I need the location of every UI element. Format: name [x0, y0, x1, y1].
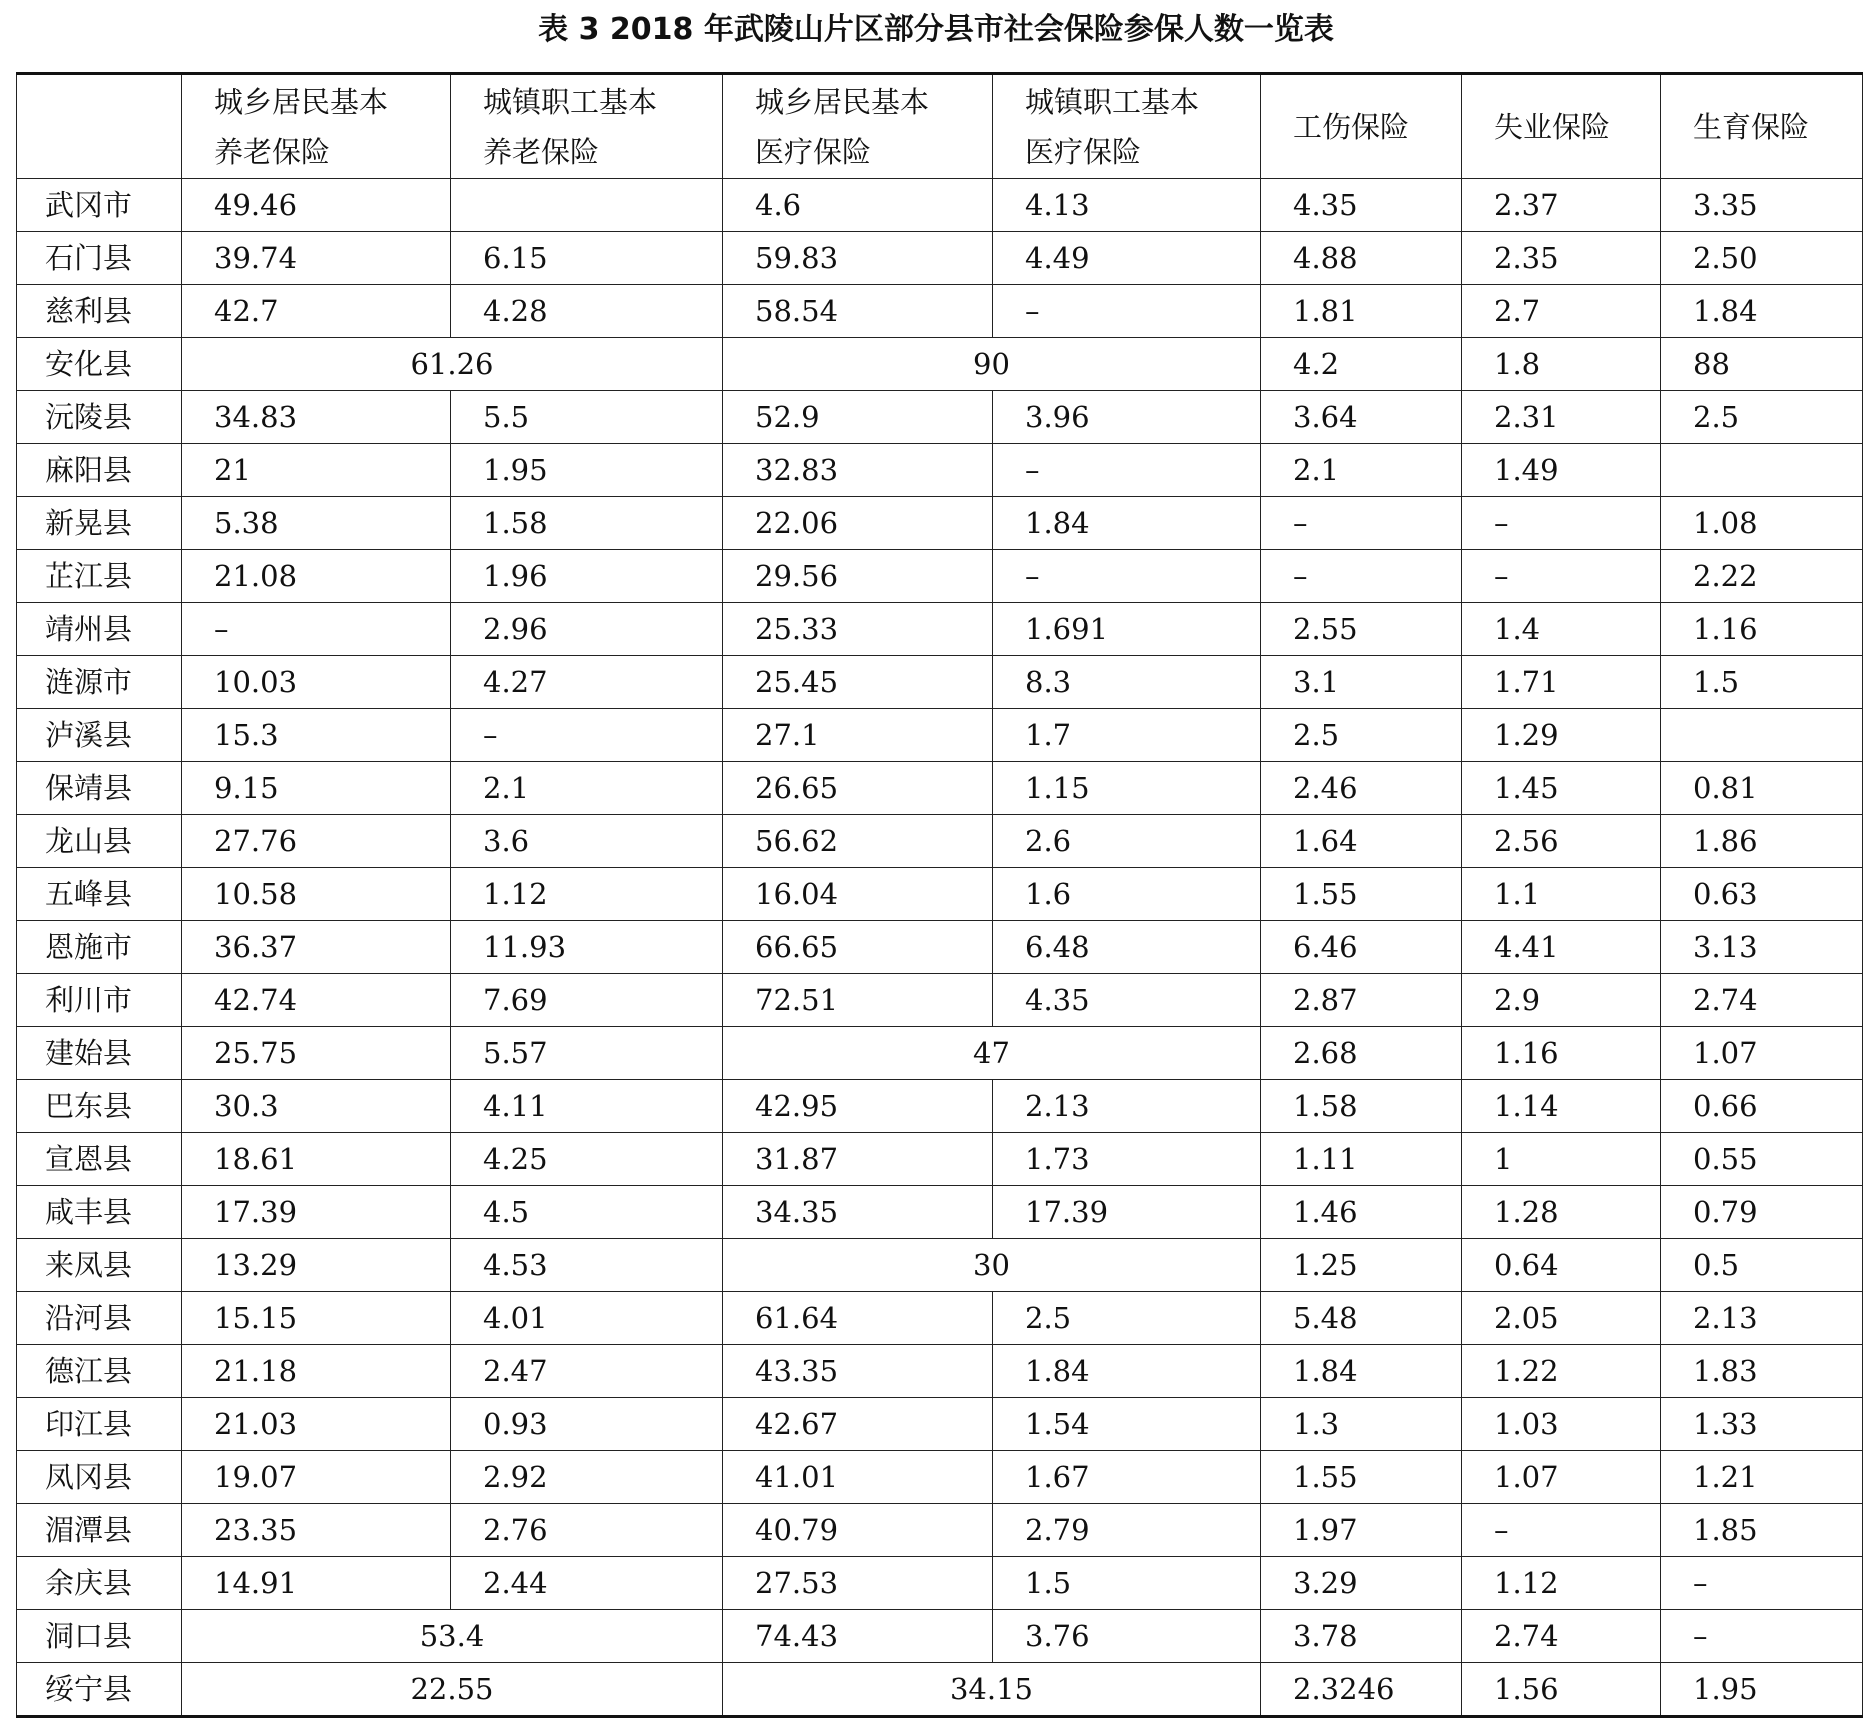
table-row [17, 179, 1863, 232]
table-cell: 1.83 [1661, 1345, 1863, 1398]
region-name-cell: 咸丰县 [17, 1186, 182, 1239]
table-cell: 23.35 [182, 1504, 451, 1557]
table-row [17, 603, 1863, 656]
table-cell: 1.28 [1462, 1186, 1661, 1239]
region-name-cell: 芷江县 [17, 550, 182, 603]
table-cell: 2.7 [1462, 285, 1661, 338]
table-cell: 22.06 [723, 497, 993, 550]
table-cell: 2.5 [1661, 391, 1863, 444]
table-cell: 2.1 [1261, 444, 1462, 497]
region-name-cell: 德江县 [17, 1345, 182, 1398]
table-cell: 17.39 [182, 1186, 451, 1239]
table-cell: 1.3 [1261, 1398, 1462, 1451]
table-row [17, 656, 1863, 709]
table-cell: – [182, 603, 451, 656]
table-cell: 1.97 [1261, 1504, 1462, 1557]
table-row [17, 709, 1863, 762]
table-cell: 61.26 [182, 338, 723, 391]
header-line: 失业保险 [1494, 109, 1611, 144]
table-cell: 2.37 [1462, 179, 1661, 232]
table-cell: 1.07 [1661, 1027, 1863, 1080]
region-name-cell: 洞口县 [17, 1610, 182, 1663]
table-cell: 56.62 [723, 815, 993, 868]
header-cell-maternity [1661, 74, 1863, 179]
table-row [17, 1398, 1863, 1451]
table-cell: 2.55 [1261, 603, 1462, 656]
table-cell: 4.35 [1261, 179, 1462, 232]
header-cell-urban-medical [993, 74, 1261, 179]
table-cell: 4.6 [723, 179, 993, 232]
table-cell: 17.39 [993, 1186, 1261, 1239]
table-cell: 3.96 [993, 391, 1261, 444]
table-cell: 2.35 [1462, 232, 1661, 285]
header-row [17, 74, 1863, 179]
table-cell: 53.4 [182, 1610, 723, 1663]
table-cell: – [1661, 1557, 1863, 1610]
table-cell: 1.15 [993, 762, 1261, 815]
region-name-cell: 宣恩县 [17, 1133, 182, 1186]
region-name-cell: 印江县 [17, 1398, 182, 1451]
table-cell: 36.37 [182, 921, 451, 974]
table-cell: 41.01 [723, 1451, 993, 1504]
table-cell: 2.68 [1261, 1027, 1462, 1080]
table-cell: 13.29 [182, 1239, 451, 1292]
table-cell: 5.48 [1261, 1292, 1462, 1345]
table-cell: 1.84 [1261, 1345, 1462, 1398]
table-cell: 1.49 [1462, 444, 1661, 497]
table-cell: 25.45 [723, 656, 993, 709]
table-row [17, 444, 1863, 497]
table-row [17, 338, 1863, 391]
table-cell: 4.5 [451, 1186, 723, 1239]
table-cell: 4.01 [451, 1292, 723, 1345]
table-cell: 6.48 [993, 921, 1261, 974]
table-cell: 47 [723, 1027, 1261, 1080]
table-cell: 72.51 [723, 974, 993, 1027]
region-name-cell: 麻阳县 [17, 444, 182, 497]
table-cell: 5.5 [451, 391, 723, 444]
table-cell [1661, 709, 1863, 762]
table-cell: 1.55 [1261, 1451, 1462, 1504]
table-cell: 1.58 [1261, 1080, 1462, 1133]
table-cell: 15.3 [182, 709, 451, 762]
table-cell: 16.04 [723, 868, 993, 921]
table-cell: 6.46 [1261, 921, 1462, 974]
table-cell: 74.43 [723, 1610, 993, 1663]
table-cell: 2.47 [451, 1345, 723, 1398]
table-row [17, 1610, 1863, 1663]
region-name-cell: 安化县 [17, 338, 182, 391]
table-cell: 26.65 [723, 762, 993, 815]
table-cell: 32.83 [723, 444, 993, 497]
table-cell: 3.35 [1661, 179, 1863, 232]
table-cell: 49.46 [182, 179, 451, 232]
region-name-cell: 来凤县 [17, 1239, 182, 1292]
table-cell: 1.691 [993, 603, 1261, 656]
table-cell: 4.11 [451, 1080, 723, 1133]
table-cell: 21.18 [182, 1345, 451, 1398]
table-cell: 21.03 [182, 1398, 451, 1451]
table-cell: 8.3 [993, 656, 1261, 709]
table-cell: – [993, 550, 1261, 603]
table-row [17, 1186, 1863, 1239]
table-cell: 1.11 [1261, 1133, 1462, 1186]
table-row [17, 497, 1863, 550]
region-name-cell: 武冈市 [17, 179, 182, 232]
table-cell: 1.95 [451, 444, 723, 497]
table-cell: 4.2 [1261, 338, 1462, 391]
table-cell: 2.1 [451, 762, 723, 815]
region-name-cell: 利川市 [17, 974, 182, 1027]
table-cell: 2.05 [1462, 1292, 1661, 1345]
table-cell: – [1261, 550, 1462, 603]
table-cell: 1.03 [1462, 1398, 1661, 1451]
table-cell: 1.14 [1462, 1080, 1661, 1133]
header-line: 养老保险 [214, 134, 331, 169]
table-cell: 1.25 [1261, 1239, 1462, 1292]
table-cell: 1.45 [1462, 762, 1661, 815]
table-cell: 4.35 [993, 974, 1261, 1027]
table-cell: 2.13 [993, 1080, 1261, 1133]
table-cell: 1.81 [1261, 285, 1462, 338]
table-cell: 2.22 [1661, 550, 1863, 603]
table-row [17, 868, 1863, 921]
region-name-cell: 沿河县 [17, 1292, 182, 1345]
table-cell: 2.6 [993, 815, 1261, 868]
table-cell: 90 [723, 338, 1261, 391]
table-row [17, 1080, 1863, 1133]
table-cell: 27.1 [723, 709, 993, 762]
table-cell: 0.5 [1661, 1239, 1863, 1292]
table-cell: 5.38 [182, 497, 451, 550]
header-line: 城镇职工基本 [483, 84, 658, 119]
region-name-cell: 恩施市 [17, 921, 182, 974]
table-cell: 42.95 [723, 1080, 993, 1133]
table-cell: 3.64 [1261, 391, 1462, 444]
table-cell: 2.87 [1261, 974, 1462, 1027]
table-cell: 1.5 [1661, 656, 1863, 709]
table-cell: 2.50 [1661, 232, 1863, 285]
region-name-cell: 龙山县 [17, 815, 182, 868]
table-cell: 1.84 [993, 497, 1261, 550]
table-cell: 0.64 [1462, 1239, 1661, 1292]
table-cell: 21 [182, 444, 451, 497]
table-cell: 66.65 [723, 921, 993, 974]
region-name-cell: 湄潭县 [17, 1504, 182, 1557]
table-row [17, 1239, 1863, 1292]
table-cell: 7.69 [451, 974, 723, 1027]
table-cell: 2.76 [451, 1504, 723, 1557]
table-cell: 30 [723, 1239, 1261, 1292]
table-cell: – [993, 444, 1261, 497]
table-row [17, 285, 1863, 338]
table-row [17, 1557, 1863, 1610]
table-cell: 1.58 [451, 497, 723, 550]
table-cell: 4.27 [451, 656, 723, 709]
header-line: 工伤保险 [1293, 109, 1410, 144]
table-cell: 25.33 [723, 603, 993, 656]
header-line: 城乡居民基本 [755, 84, 930, 119]
table-cell [1661, 444, 1863, 497]
region-name-cell: 建始县 [17, 1027, 182, 1080]
table-cell: 2.5 [993, 1292, 1261, 1345]
table-cell: 52.9 [723, 391, 993, 444]
table-cell: 0.93 [451, 1398, 723, 1451]
table-cell: 0.63 [1661, 868, 1863, 921]
table-title: 表 3 2018 年武陵山片区部分县市社会保险参保人数一览表 [538, 12, 1334, 47]
insurance-table [16, 72, 1863, 1718]
table-row [17, 1133, 1863, 1186]
region-name-cell: 余庆县 [17, 1557, 182, 1610]
table-cell: 1.54 [993, 1398, 1261, 1451]
table-row [17, 815, 1863, 868]
table-cell: 31.87 [723, 1133, 993, 1186]
table-cell: 1.22 [1462, 1345, 1661, 1398]
region-name-cell: 新晃县 [17, 497, 182, 550]
table-row [17, 1451, 1863, 1504]
table-cell: 0.81 [1661, 762, 1863, 815]
header-line: 养老保险 [483, 134, 600, 169]
table-cell: 3.78 [1261, 1610, 1462, 1663]
table-cell: – [451, 709, 723, 762]
table-cell: 43.35 [723, 1345, 993, 1398]
table-cell: 1.7 [993, 709, 1261, 762]
table-cell: 1.55 [1261, 868, 1462, 921]
table-cell: 2.9 [1462, 974, 1661, 1027]
header-cell-urban-pension [451, 74, 723, 179]
header-line: 医疗保险 [1025, 134, 1142, 169]
table-cell: 25.75 [182, 1027, 451, 1080]
table-cell: 4.53 [451, 1239, 723, 1292]
region-name-cell: 沅陵县 [17, 391, 182, 444]
table-cell: 4.41 [1462, 921, 1661, 974]
table-cell: 1.95 [1661, 1663, 1863, 1717]
table-cell: 1.29 [1462, 709, 1661, 762]
table-cell: 1.5 [993, 1557, 1261, 1610]
region-name-cell: 泸溪县 [17, 709, 182, 762]
table-cell: – [1261, 497, 1462, 550]
table-cell: – [993, 285, 1261, 338]
table-row [17, 1027, 1863, 1080]
table-cell: 3.1 [1261, 656, 1462, 709]
table-cell: 4.13 [993, 179, 1261, 232]
table-cell: 1.73 [993, 1133, 1261, 1186]
table-cell: 1.46 [1261, 1186, 1462, 1239]
table-cell: 88 [1661, 338, 1863, 391]
table-cell: 6.15 [451, 232, 723, 285]
table-cell: 1.6 [993, 868, 1261, 921]
region-name-cell: 绥宁县 [17, 1663, 182, 1717]
table-cell: 40.79 [723, 1504, 993, 1557]
table-cell: 1.64 [1261, 815, 1462, 868]
header-cell-rural-pension [182, 74, 451, 179]
table-cell: 10.58 [182, 868, 451, 921]
table-cell: 1.07 [1462, 1451, 1661, 1504]
table-cell: 59.83 [723, 232, 993, 285]
table-cell: 42.74 [182, 974, 451, 1027]
table-cell: 1.96 [451, 550, 723, 603]
table-cell: 1.84 [993, 1345, 1261, 1398]
table-cell: 15.15 [182, 1292, 451, 1345]
table-cell: 3.6 [451, 815, 723, 868]
table-cell: 1.12 [451, 868, 723, 921]
header-line: 生育保险 [1693, 109, 1810, 144]
table-cell: 42.67 [723, 1398, 993, 1451]
table-cell: 27.53 [723, 1557, 993, 1610]
table-cell: 2.79 [993, 1504, 1261, 1557]
table-cell: 3.76 [993, 1610, 1261, 1663]
table-row [17, 232, 1863, 285]
table-cell: 1.16 [1462, 1027, 1661, 1080]
table-cell: 58.54 [723, 285, 993, 338]
table-cell: – [1462, 550, 1661, 603]
table-cell: 1.4 [1462, 603, 1661, 656]
table-row [17, 1345, 1863, 1398]
table-cell: 2.46 [1261, 762, 1462, 815]
table-cell: 1.16 [1661, 603, 1863, 656]
table-cell: 1.12 [1462, 1557, 1661, 1610]
region-name-cell: 涟源市 [17, 656, 182, 709]
table-row [17, 550, 1863, 603]
table-cell: 2.96 [451, 603, 723, 656]
table-cell: 0.55 [1661, 1133, 1863, 1186]
table-row [17, 974, 1863, 1027]
table-cell: 2.74 [1462, 1610, 1661, 1663]
header-line: 医疗保险 [755, 134, 872, 169]
table-cell: 1.21 [1661, 1451, 1863, 1504]
header-cell-rural-medical [723, 74, 993, 179]
table-cell: – [1462, 497, 1661, 550]
region-name-cell: 五峰县 [17, 868, 182, 921]
table-cell: 14.91 [182, 1557, 451, 1610]
region-name-cell: 石门县 [17, 232, 182, 285]
table-row [17, 1292, 1863, 1345]
header-cell-unemployment [1462, 74, 1661, 179]
table-cell: 2.44 [451, 1557, 723, 1610]
header-cell-region [17, 74, 182, 179]
table-cell: 2.56 [1462, 815, 1661, 868]
region-name-cell: 保靖县 [17, 762, 182, 815]
table-cell: 34.15 [723, 1663, 1261, 1717]
table-cell: 1.85 [1661, 1504, 1863, 1557]
table-cell: 22.55 [182, 1663, 723, 1717]
table-cell: 0.79 [1661, 1186, 1863, 1239]
table-cell: 10.03 [182, 656, 451, 709]
table-cell: 1 [1462, 1133, 1661, 1186]
table-cell [451, 179, 723, 232]
table-cell: 2.13 [1661, 1292, 1863, 1345]
header-line: 城乡居民基本 [214, 84, 389, 119]
table-cell: 4.49 [993, 232, 1261, 285]
region-name-cell: 靖州县 [17, 603, 182, 656]
table-cell: 19.07 [182, 1451, 451, 1504]
table-cell: 1.84 [1661, 285, 1863, 338]
table-cell: 2.31 [1462, 391, 1661, 444]
table-cell: 1.56 [1462, 1663, 1661, 1717]
table-cell: 1.1 [1462, 868, 1661, 921]
table-cell: 29.56 [723, 550, 993, 603]
header-line: 城镇职工基本 [1025, 84, 1200, 119]
region-name-cell: 慈利县 [17, 285, 182, 338]
table-cell: – [1661, 1610, 1863, 1663]
table-row [17, 762, 1863, 815]
table-row [17, 1504, 1863, 1557]
table-cell: 1.8 [1462, 338, 1661, 391]
table-cell: 9.15 [182, 762, 451, 815]
region-name-cell: 凤冈县 [17, 1451, 182, 1504]
table-cell: 61.64 [723, 1292, 993, 1345]
table-row [17, 921, 1863, 974]
table-row [17, 1663, 1863, 1717]
table-cell: 2.74 [1661, 974, 1863, 1027]
table-cell: 30.3 [182, 1080, 451, 1133]
table-cell: 4.28 [451, 285, 723, 338]
table-cell: 4.25 [451, 1133, 723, 1186]
table-cell: 0.66 [1661, 1080, 1863, 1133]
table-cell: 2.92 [451, 1451, 723, 1504]
table-cell: – [1462, 1504, 1661, 1557]
table-cell: 34.35 [723, 1186, 993, 1239]
table-cell: 4.88 [1261, 232, 1462, 285]
region-name-cell: 巴东县 [17, 1080, 182, 1133]
header-cell-injury [1261, 74, 1462, 179]
table-cell: 3.29 [1261, 1557, 1462, 1610]
table-cell: 1.08 [1661, 497, 1863, 550]
table-cell: 1.33 [1661, 1398, 1863, 1451]
table-cell: 2.3246 [1261, 1663, 1462, 1717]
table-cell: 39.74 [182, 232, 451, 285]
table-cell: 18.61 [182, 1133, 451, 1186]
table-cell: 27.76 [182, 815, 451, 868]
table-cell: 34.83 [182, 391, 451, 444]
table-cell: 21.08 [182, 550, 451, 603]
table-cell: 1.86 [1661, 815, 1863, 868]
table-cell: 1.71 [1462, 656, 1661, 709]
table-cell: 3.13 [1661, 921, 1863, 974]
table-cell: 2.5 [1261, 709, 1462, 762]
table-cell: 1.67 [993, 1451, 1261, 1504]
table-row [17, 391, 1863, 444]
table-cell: 5.57 [451, 1027, 723, 1080]
table-cell: 42.7 [182, 285, 451, 338]
table-cell: 11.93 [451, 921, 723, 974]
